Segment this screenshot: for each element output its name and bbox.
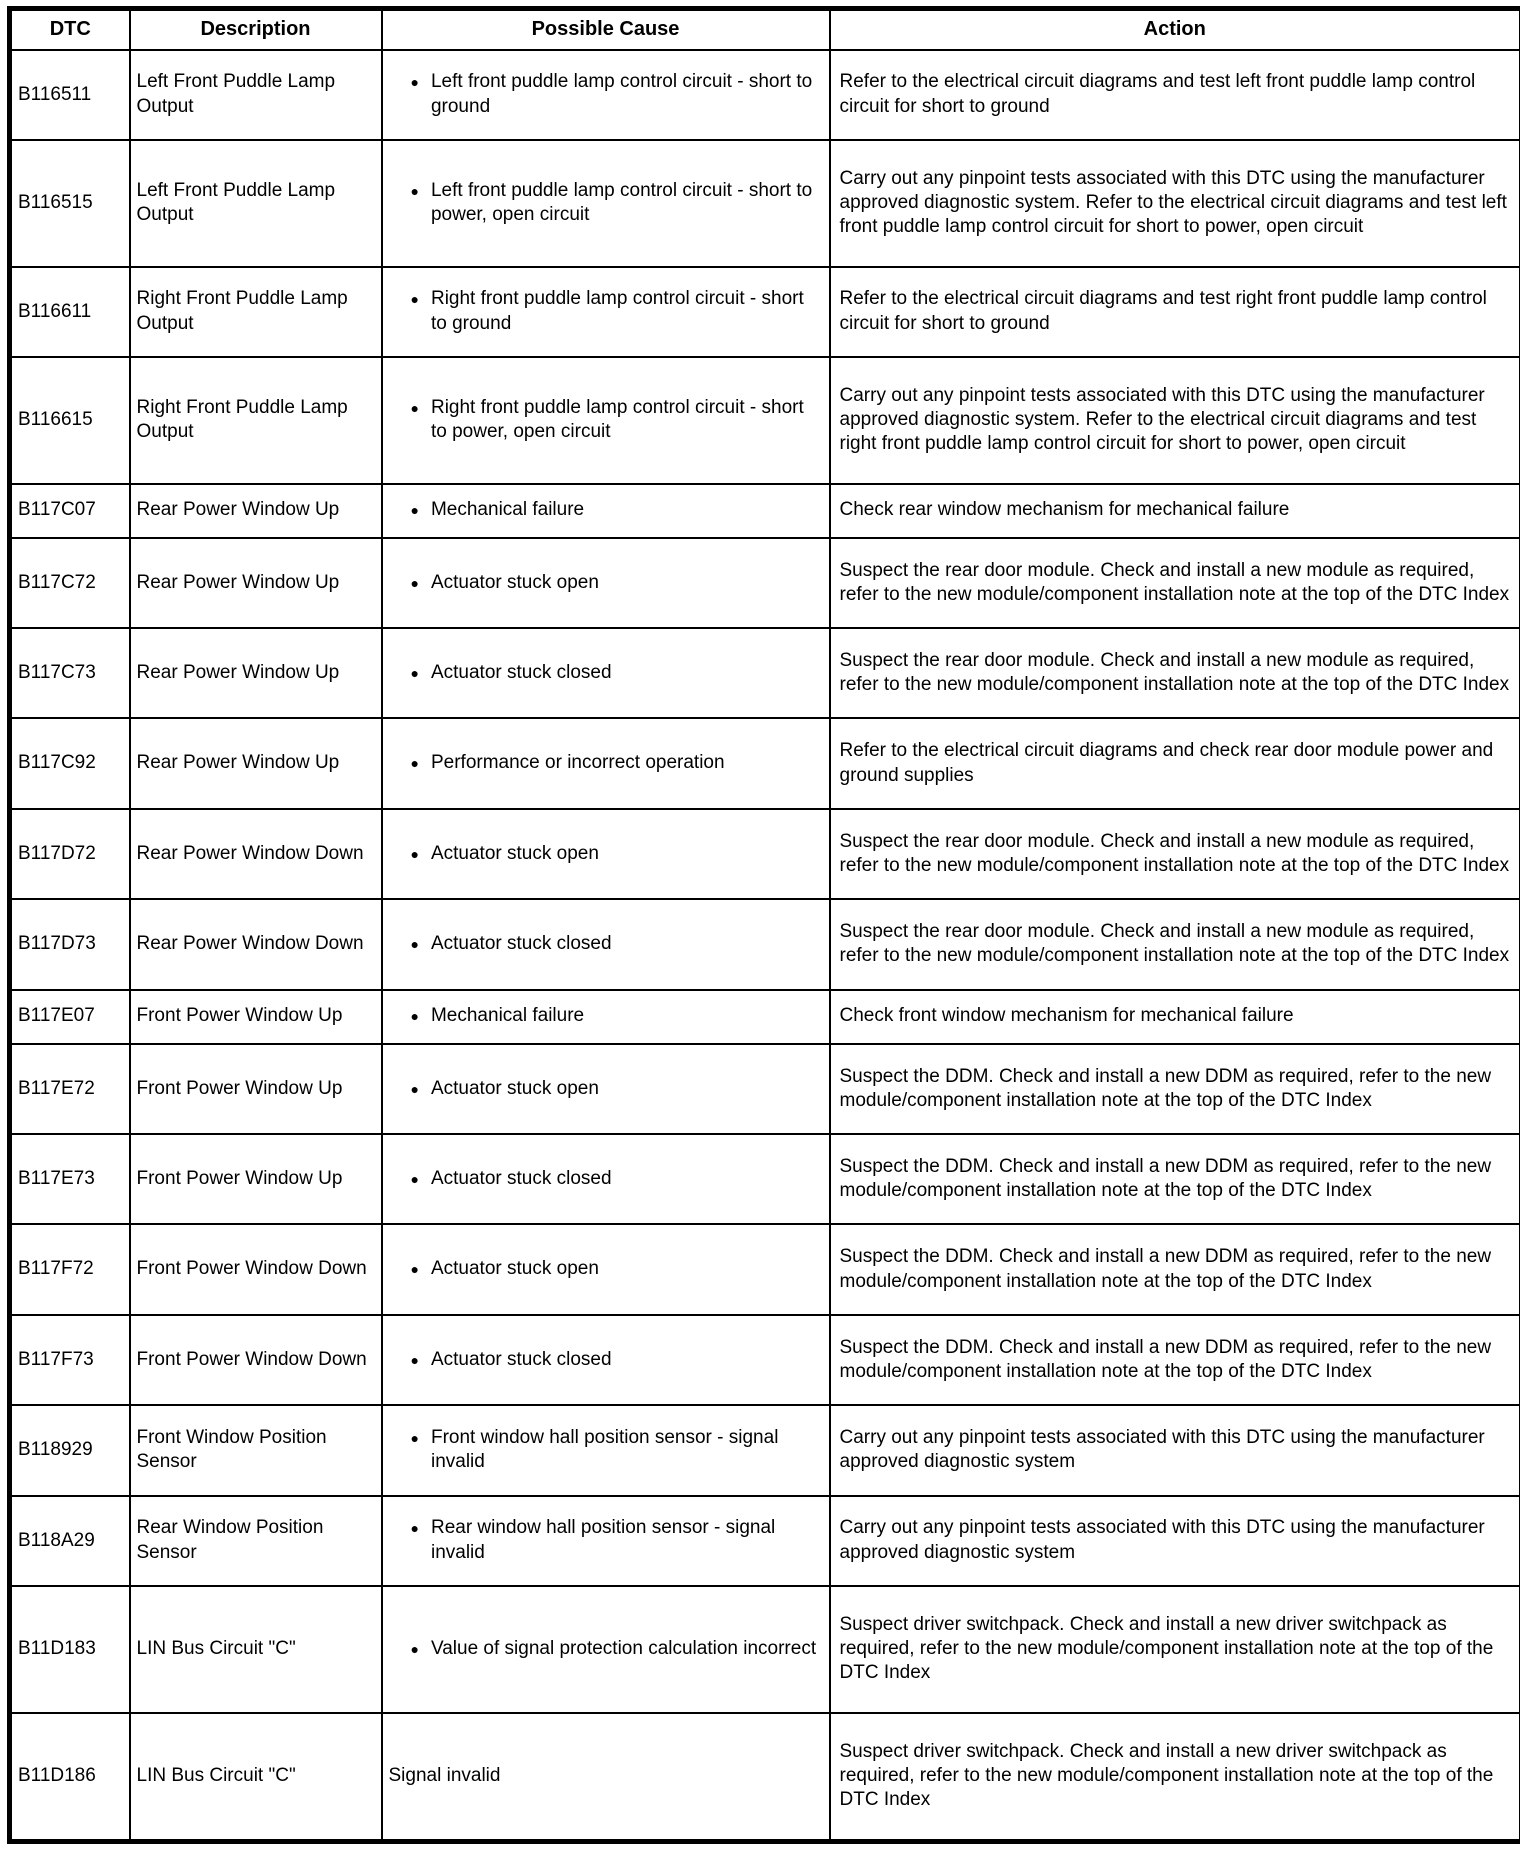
table-row — [10, 1586, 1520, 1713]
dtc-code: B117E72 — [10, 1044, 130, 1134]
table-header — [10, 9, 1520, 50]
header-description: Description — [130, 9, 382, 50]
possible-cause-cell — [382, 1044, 830, 1134]
action-text: Carry out any pinpoint tests associated with this DTC using the manufacturer approved diagnostic system. Refer to the electrical circuit diagrams and test right front puddle lamp control circuit for short to power, open circuit — [830, 357, 1520, 484]
action-text: Carry out any pinpoint tests associated with this DTC using the manufacturer approved diagnostic system. Refer to the electrical circuit diagrams and test left front puddle lamp control circuit for short to power, open circuit — [830, 140, 1520, 267]
bullet-list-item — [389, 1637, 821, 1661]
possible-cause-cell — [382, 140, 830, 267]
dtc-table-body — [10, 50, 1520, 1842]
bullet-icon: ● — [410, 936, 419, 953]
possible-cause-text: Mechanical failure — [430, 1005, 585, 1027]
action-text: Carry out any pinpoint tests associated with this DTC using the manufacturer approved diagnostic system — [830, 1496, 1520, 1586]
table-row — [10, 718, 1520, 808]
possible-cause-cell — [382, 484, 830, 538]
table-row — [10, 538, 1520, 628]
table-row — [10, 899, 1520, 989]
bullet-icon: ● — [410, 1261, 419, 1278]
action-text: Refer to the electrical circuit diagrams and test left front puddle lamp control circuit for short to ground — [830, 50, 1520, 140]
dtc-code: B117C07 — [10, 484, 130, 538]
possible-cause-text: Left front puddle lamp control circuit - short to ground — [430, 71, 813, 117]
possible-cause-cell — [382, 899, 830, 989]
table-row — [10, 1713, 1520, 1842]
action-text: Refer to the electrical circuit diagrams and check rear door module power and ground supplies — [830, 718, 1520, 808]
dtc-description: Right Front Puddle Lamp Output — [130, 267, 382, 357]
bullet-icon: ● — [410, 1080, 419, 1097]
possible-cause-text: Actuator stuck open — [430, 571, 599, 593]
bullet-list-item — [389, 1426, 821, 1475]
dtc-description: Front Power Window Down — [130, 1224, 382, 1314]
possible-cause-text: Value of signal protection calculation incorrect — [430, 1638, 817, 1660]
bullet-icon: ● — [410, 1008, 419, 1025]
possible-cause-cell — [382, 990, 830, 1044]
action-text: Suspect the rear door module. Check and install a new module as required, refer to the new module/component installation note at the top of the DTC Index — [830, 538, 1520, 628]
bullet-icon: ● — [410, 845, 419, 862]
dtc-description: Front Power Window Up — [130, 990, 382, 1044]
table-row — [10, 50, 1520, 140]
bullet-list-item — [389, 1077, 821, 1101]
bullet-icon: ● — [410, 1520, 419, 1537]
possible-cause-cell — [382, 267, 830, 357]
dtc-code: B117C92 — [10, 718, 130, 808]
bullet-list-item — [389, 842, 821, 866]
dtc-code: B11D186 — [10, 1713, 130, 1842]
action-text: Suspect driver switchpack. Check and install a new driver switchpack as required, refer to the new module/component installation note at the top of the DTC Index — [830, 1713, 1520, 1842]
possible-cause-cell — [382, 538, 830, 628]
table-row — [10, 484, 1520, 538]
table-row — [10, 809, 1520, 899]
dtc-description: LIN Bus Circuit "C" — [130, 1586, 382, 1713]
possible-cause-text: Right front puddle lamp control circuit - short to ground — [430, 288, 804, 334]
dtc-description: Rear Window Position Sensor — [130, 1496, 382, 1586]
bullet-list-item — [389, 287, 821, 336]
bullet-icon: ● — [410, 1430, 419, 1447]
possible-cause-cell — [382, 718, 830, 808]
possible-cause-cell — [382, 1134, 830, 1224]
dtc-description: LIN Bus Circuit "C" — [130, 1713, 382, 1842]
bullet-icon: ● — [410, 1641, 419, 1658]
dtc-description: Front Window Position Sensor — [130, 1405, 382, 1495]
possible-cause-cell — [382, 50, 830, 140]
dtc-description: Left Front Puddle Lamp Output — [130, 140, 382, 267]
possible-cause-text: Actuator stuck open — [430, 1077, 599, 1099]
bullet-list-item — [389, 396, 821, 445]
bullet-list-item — [389, 179, 821, 228]
table-row — [10, 1224, 1520, 1314]
possible-cause-text: Rear window hall position sensor - signal invalid — [430, 1517, 776, 1563]
dtc-code: B117D73 — [10, 899, 130, 989]
bullet-icon: ● — [410, 399, 419, 416]
bullet-list-item — [389, 1167, 821, 1191]
bullet-icon: ● — [410, 755, 419, 772]
action-text: Suspect the DDM. Check and install a new DDM as required, refer to the new module/component installation note at the top of the DTC Index — [830, 1044, 1520, 1134]
dtc-description: Front Power Window Down — [130, 1315, 382, 1405]
possible-cause-text: Actuator stuck open — [430, 842, 599, 864]
dtc-description: Right Front Puddle Lamp Output — [130, 357, 382, 484]
possible-cause-text: Mechanical failure — [430, 499, 585, 521]
action-text: Suspect the DDM. Check and install a new DDM as required, refer to the new module/component installation note at the top of the DTC Index — [830, 1224, 1520, 1314]
dtc-code: B116511 — [10, 50, 130, 140]
possible-cause-text: Actuator stuck closed — [430, 933, 612, 955]
bullet-list-item — [389, 932, 821, 956]
possible-cause-text: Front window hall position sensor - signal invalid — [430, 1427, 779, 1473]
bullet-icon: ● — [410, 1171, 419, 1188]
dtc-code: B118A29 — [10, 1496, 130, 1586]
bullet-icon: ● — [410, 291, 419, 308]
bullet-icon: ● — [410, 74, 419, 91]
dtc-code: B117F72 — [10, 1224, 130, 1314]
dtc-description: Front Power Window Up — [130, 1044, 382, 1134]
dtc-description: Rear Power Window Down — [130, 809, 382, 899]
possible-cause-text: Actuator stuck closed — [430, 662, 612, 684]
bullet-list-item — [389, 661, 821, 685]
possible-cause-text: Performance or incorrect operation — [430, 752, 725, 774]
table-row — [10, 357, 1520, 484]
bullet-icon: ● — [410, 665, 419, 682]
action-text: Suspect the DDM. Check and install a new DDM as required, refer to the new module/component installation note at the top of the DTC Index — [830, 1315, 1520, 1405]
action-text: Suspect the rear door module. Check and install a new module as required, refer to the new module/component installation note at the top of the DTC Index — [830, 809, 1520, 899]
dtc-code: B118929 — [10, 1405, 130, 1495]
table-row — [10, 1405, 1520, 1495]
header-possible-cause: Possible Cause — [382, 9, 830, 50]
bullet-list-item — [389, 571, 821, 595]
action-text: Suspect driver switchpack. Check and install a new driver switchpack as required, refer to the new module/component installation note at the top of the DTC Index — [830, 1586, 1520, 1713]
table-row — [10, 1134, 1520, 1224]
header-dtc: DTC — [10, 9, 130, 50]
bullet-list-item — [389, 70, 821, 119]
dtc-description: Rear Power Window Up — [130, 718, 382, 808]
possible-cause-cell — [382, 357, 830, 484]
possible-cause-cell — [382, 1586, 830, 1713]
possible-cause-cell: Signal invalid — [382, 1713, 830, 1842]
action-text: Suspect the rear door module. Check and install a new module as required, refer to the new module/component installation note at the top of the DTC Index — [830, 628, 1520, 718]
possible-cause-text: Actuator stuck closed — [430, 1348, 612, 1370]
possible-cause-text: Actuator stuck open — [430, 1258, 599, 1280]
possible-cause-cell — [382, 1315, 830, 1405]
header-action: Action — [830, 9, 1520, 50]
possible-cause-cell — [382, 1224, 830, 1314]
dtc-code: B11D183 — [10, 1586, 130, 1713]
action-text: Check front window mechanism for mechanical failure — [830, 990, 1520, 1044]
table-row — [10, 267, 1520, 357]
bullet-list-item — [389, 1516, 821, 1565]
possible-cause-cell — [382, 628, 830, 718]
action-text: Check rear window mechanism for mechanical failure — [830, 484, 1520, 538]
table-row — [10, 1496, 1520, 1586]
dtc-description: Rear Power Window Up — [130, 484, 382, 538]
table-row — [10, 140, 1520, 267]
bullet-icon: ● — [410, 502, 419, 519]
dtc-description: Rear Power Window Down — [130, 899, 382, 989]
dtc-code: B117D72 — [10, 809, 130, 899]
possible-cause-text: Left front puddle lamp control circuit - short to power, open circuit — [430, 179, 813, 226]
dtc-description: Rear Power Window Up — [130, 538, 382, 628]
table-row — [10, 990, 1520, 1044]
bullet-list-item — [389, 751, 821, 775]
dtc-index-table — [7, 6, 1520, 1844]
bullet-icon: ● — [410, 182, 419, 199]
bullet-list-item — [389, 1257, 821, 1281]
table-row — [10, 628, 1520, 718]
dtc-code: B117C73 — [10, 628, 130, 718]
possible-cause-cell — [382, 1405, 830, 1495]
dtc-code: B116611 — [10, 267, 130, 357]
dtc-code: B117F73 — [10, 1315, 130, 1405]
dtc-code: B117E73 — [10, 1134, 130, 1224]
bullet-list-item — [389, 1004, 821, 1028]
possible-cause-cell — [382, 1496, 830, 1586]
action-text: Suspect the rear door module. Check and install a new module as required, refer to the new module/component installation note at the top of the DTC Index — [830, 899, 1520, 989]
dtc-description: Front Power Window Up — [130, 1134, 382, 1224]
bullet-list-item — [389, 498, 821, 522]
bullet-list-item — [389, 1348, 821, 1372]
header-row — [10, 9, 1520, 50]
dtc-description: Rear Power Window Up — [130, 628, 382, 718]
dtc-code: B116515 — [10, 140, 130, 267]
table-row — [10, 1315, 1520, 1405]
dtc-description: Left Front Puddle Lamp Output — [130, 50, 382, 140]
possible-cause-cell — [382, 809, 830, 899]
dtc-code: B117E07 — [10, 990, 130, 1044]
bullet-icon: ● — [410, 574, 419, 591]
action-text: Suspect the DDM. Check and install a new DDM as required, refer to the new module/component installation note at the top of the DTC Index — [830, 1134, 1520, 1224]
table-row — [10, 1044, 1520, 1134]
dtc-code: B116615 — [10, 357, 130, 484]
action-text: Refer to the electrical circuit diagrams and test right front puddle lamp control circuit for short to ground — [830, 267, 1520, 357]
action-text: Carry out any pinpoint tests associated with this DTC using the manufacturer approved diagnostic system — [830, 1405, 1520, 1495]
dtc-code: B117C72 — [10, 538, 130, 628]
bullet-icon: ● — [410, 1351, 419, 1368]
possible-cause-text: Right front puddle lamp control circuit - short to power, open circuit — [430, 396, 804, 443]
possible-cause-text: Actuator stuck closed — [430, 1168, 612, 1190]
